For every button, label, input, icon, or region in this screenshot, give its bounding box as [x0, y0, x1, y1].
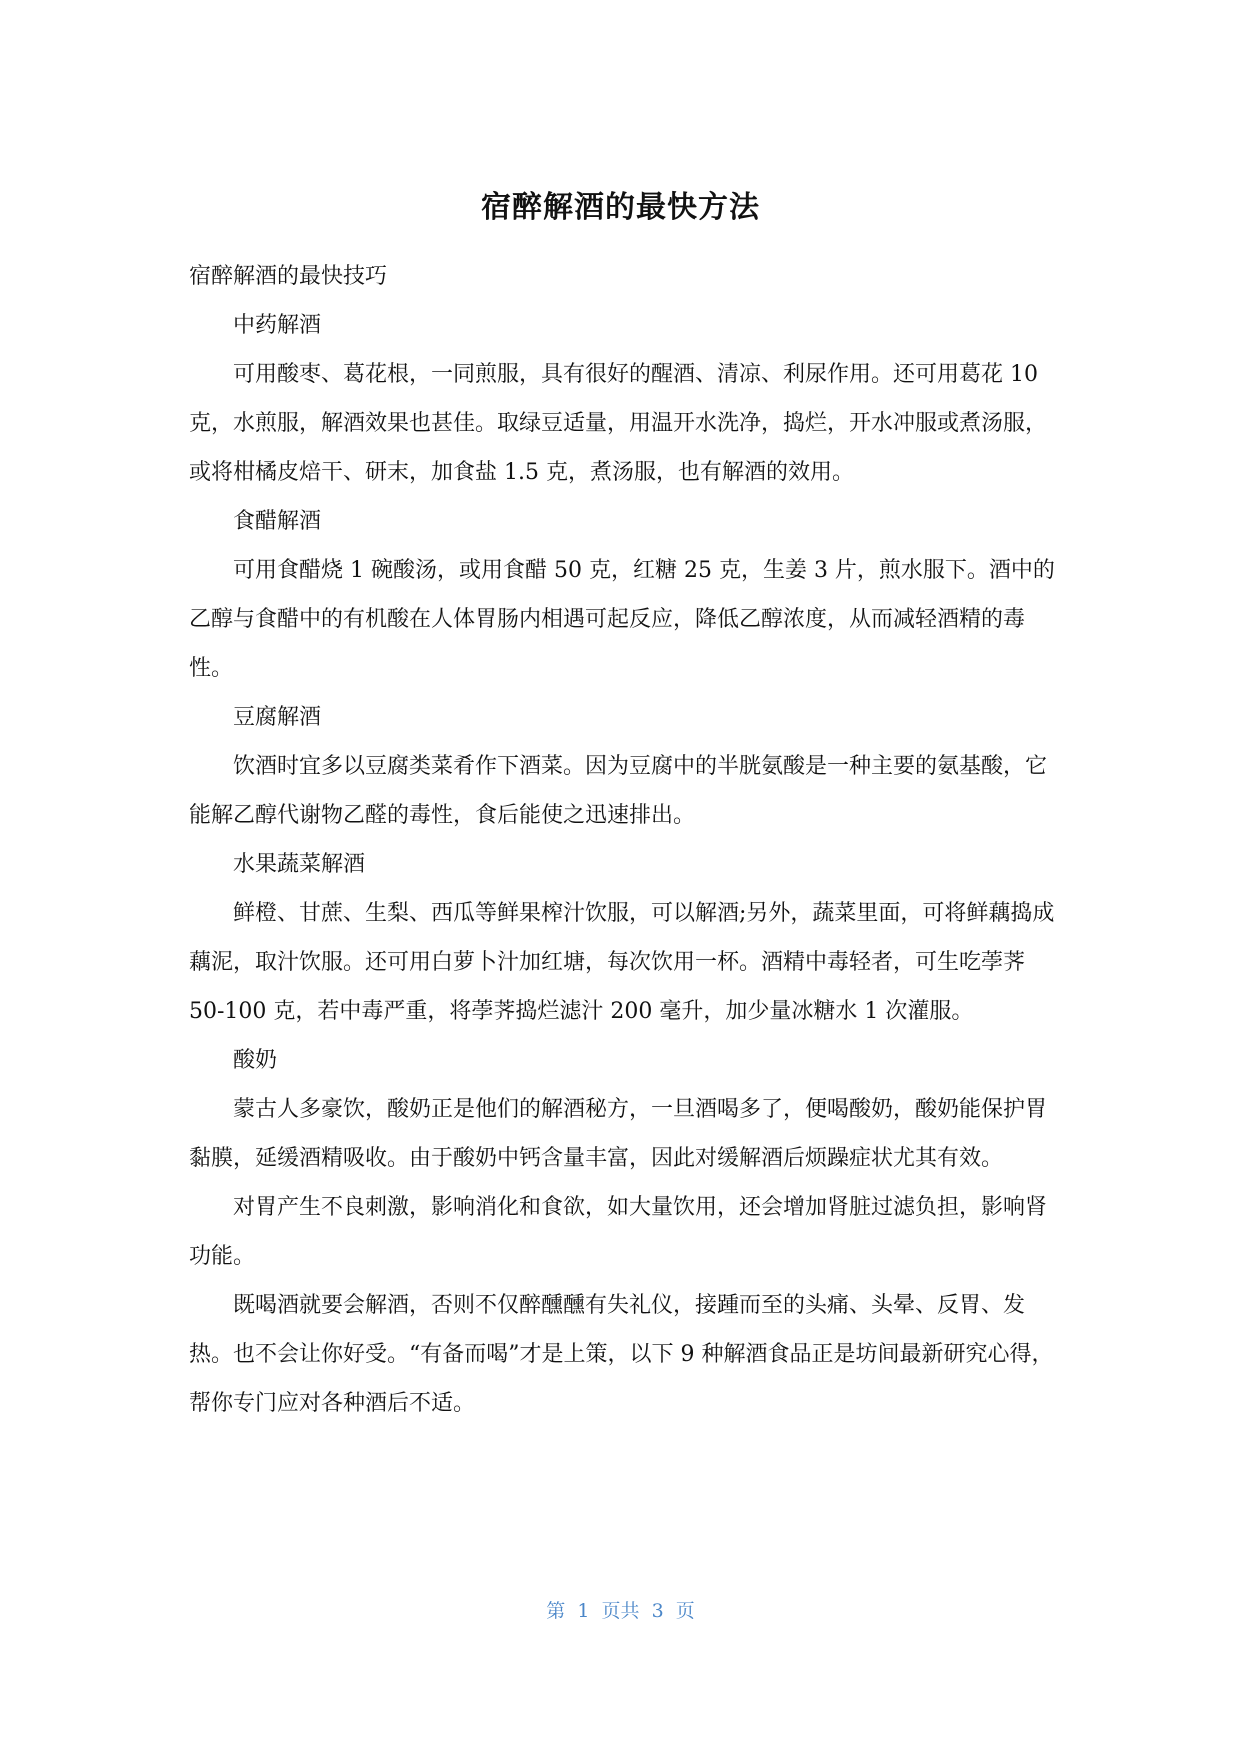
- body-paragraph: 饮酒时宜多以豆腐类菜肴作下酒菜。因为豆腐中的半胱氨酸是一种主要的氨基酸，它能解乙醇代谢物乙醛的毒性，食后能使之迅速排出。: [189, 754, 1048, 828]
- document-body: [189, 252, 1055, 1428]
- section-heading: 中药解酒: [233, 313, 322, 338]
- page-number-footer: 第 1 页共 3 页: [546, 1600, 695, 1622]
- body-paragraph: 可用食醋烧 1 碗酸汤，或用食醋 50 克，红糖 25 克，生姜 3 片，煎水服下。酒中的乙醇与食醋中的有机酸在人体胃肠内相遇可起反应，降低乙醇浓度，从而减轻酒精的毒性。: [189, 558, 1055, 681]
- body-paragraph: 既喝酒就要会解酒，否则不仅醉醺醺有失礼仪，接踵而至的头痛、头晕、反胃、发热。也不会让你好受。“有备而喝”才是上策，以下 9 种解酒食品正是坊间最新研究心得，帮你专门应对各种酒后不适。: [189, 1293, 1054, 1416]
- body-paragraph: 可用酸枣、葛花根，一同煎服，具有很好的醒酒、清凉、利尿作用。还可用葛花 10 克，水煎服，解酒效果也甚佳。取绿豆适量，用温开水洗净，捣烂，开水冲服或煮汤服，或将柑橘皮焙干、研末，加食盐 1.5 克，煮汤服，也有解酒的效用。: [189, 362, 1048, 485]
- section-heading: 食醋解酒: [233, 509, 322, 534]
- body-paragraph: 鲜橙、甘蔗、生梨、西瓜等鲜果榨汁饮服，可以解酒;另外，蔬菜里面，可将鲜藕捣成藕泥，取汁饮服。还可用白萝卜汁加红塘，每次饮用一杯。酒精中毒轻者，可生吃荸荠 50-100 克，若中毒严重，将荸荠捣烂滤汁 200 毫升，加少量冰糖水 1 次灌服。: [189, 901, 1055, 1024]
- document-title: 宿醉解酒的最快方法: [481, 190, 760, 225]
- body-paragraph: 对胃产生不良刺激，影响消化和食欲，如大量饮用，还会增加肾脏过滤负担，影响肾功能。: [189, 1195, 1048, 1269]
- section-heading: 豆腐解酒: [233, 705, 322, 730]
- section-heading: 酸奶: [233, 1048, 278, 1073]
- section-heading: 水果蔬菜解酒: [233, 852, 366, 877]
- body-paragraph: 蒙古人多豪饮，酸奶正是他们的解酒秘方，一旦酒喝多了，便喝酸奶，酸奶能保护胃黏膜，延缓酒精吸收。由于酸奶中钙含量丰富，因此对缓解酒后烦躁症状尤其有效。: [189, 1097, 1048, 1171]
- body-paragraph: 宿醉解酒的最快技巧: [189, 264, 388, 289]
